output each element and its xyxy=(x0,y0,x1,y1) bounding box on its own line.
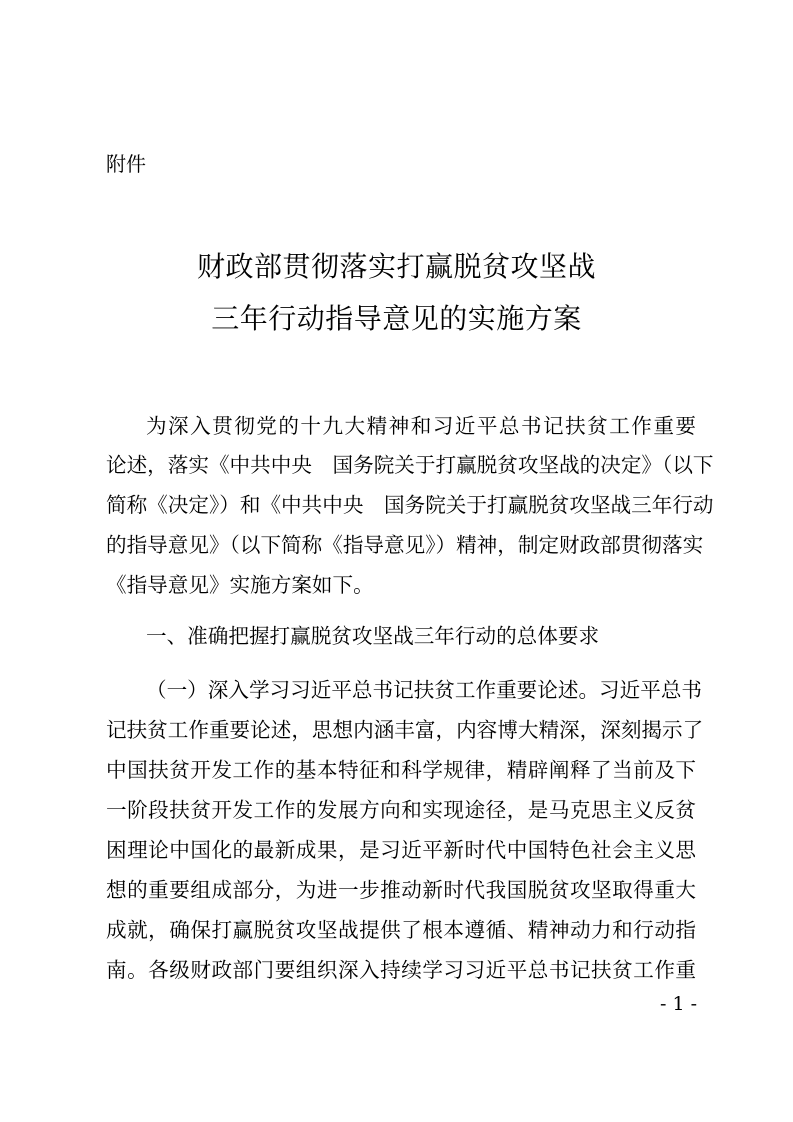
body-line: 困理论中国化的最新成果，是习近平新时代中国特色社会主义思 xyxy=(106,838,696,862)
document-title-line-2: 三年行动指导意见的实施方案 xyxy=(211,302,582,335)
body-line: （一）深入学习习近平总书记扶贫工作重要论述。习近平总书 xyxy=(146,678,703,702)
body-line: 记扶贫工作重要论述，思想内涵丰富，内容博大精深，深刻揭示了 xyxy=(106,718,704,742)
body-line: 论述，落实《中共中央 国务院关于打赢脱贫攻坚战的决定》（以下 xyxy=(106,453,714,477)
body-line: 南。各级财政部门要组织深入持续学习习近平总书记扶贫工作重 xyxy=(106,958,696,982)
page-number: - 1 - xyxy=(659,993,697,1015)
body-line: 成就，确保打赢脱贫攻坚战提供了根本遵循、精神动力和行动指 xyxy=(106,918,696,942)
document-title-line-1: 财政部贯彻落实打赢脱贫攻坚战 xyxy=(196,250,596,283)
body-line: 一阶段扶贫开发工作的发展方向和实现途径，是马克思主义反贫 xyxy=(106,798,696,822)
body-line: 中国扶贫开发工作的基本特征和科学规律，精辟阐释了当前及下 xyxy=(106,758,696,782)
body-line: 为深入贯彻党的十九大精神和习近平总书记扶贫工作重要 xyxy=(146,414,696,438)
body-line: 《指导意见》实施方案如下。 xyxy=(106,573,374,597)
body-line: 简称《决定》）和《中共中央 国务院关于打赢脱贫攻坚战三年行动 xyxy=(106,493,714,517)
section-heading: 一、准确把握打赢脱贫攻坚战三年行动的总体要求 xyxy=(146,624,600,648)
attachment-label: 附件 xyxy=(106,152,146,176)
body-line: 的指导意见》（以下简称《指导意见》）精神，制定财政部贯彻落实 xyxy=(106,533,704,557)
body-line: 想的重要组成部分，为进一步推动新时代我国脱贫攻坚取得重大 xyxy=(106,878,696,902)
